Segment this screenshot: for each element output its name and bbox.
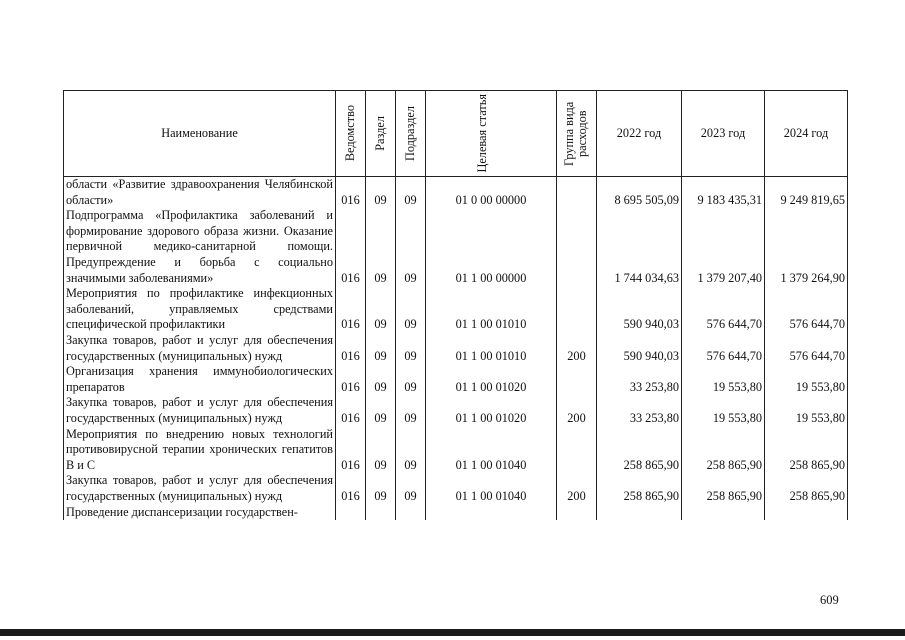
row-razdel: 09 <box>366 395 396 426</box>
row-ved: 016 <box>336 177 366 209</box>
row-podrazdel <box>396 504 426 520</box>
row-name: Организация хранения иммунобиологических препаратов <box>64 364 336 395</box>
row-podrazdel: 09 <box>396 427 426 474</box>
row-target: 01 1 00 01010 <box>426 333 557 364</box>
row-2023: 19 553,80 <box>682 364 765 395</box>
row-name: Закупка товаров, работ и услуг для обеспечения государственных (муниципальных) нужд <box>64 395 336 426</box>
row-group <box>557 177 597 209</box>
row-name: Подпрограмма «Профилактика заболеваний и формирование здорового образа жизни. Оказание первичной медико-санитарной помощи. Предупреждение и борьба с социально значимыми заболеваниями» <box>64 208 336 286</box>
row-group <box>557 208 597 286</box>
table-row <box>64 473 848 504</box>
budget-table-container <box>63 90 847 520</box>
row-2023: 576 644,70 <box>682 333 765 364</box>
row-podrazdel: 09 <box>396 364 426 395</box>
header-group: Группа вида расходов <box>557 91 597 177</box>
row-razdel: 09 <box>366 208 396 286</box>
row-2024 <box>765 504 848 520</box>
header-ved: Ведомство <box>336 91 366 177</box>
row-podrazdel: 09 <box>396 208 426 286</box>
row-ved <box>336 504 366 520</box>
row-2023: 19 553,80 <box>682 395 765 426</box>
row-2022: 1 744 034,63 <box>597 208 682 286</box>
row-target: 01 0 00 00000 <box>426 177 557 209</box>
row-razdel: 09 <box>366 427 396 474</box>
table-row <box>64 333 848 364</box>
row-group: 200 <box>557 395 597 426</box>
row-2022: 33 253,80 <box>597 364 682 395</box>
header-2023: 2023 год <box>682 91 765 177</box>
row-name: Мероприятия по профилактике инфекционных заболеваний, управляемых средствами специфической профилактики <box>64 286 336 333</box>
row-2022: 590 940,03 <box>597 333 682 364</box>
row-target: 01 1 00 01020 <box>426 364 557 395</box>
row-2023: 1 379 207,40 <box>682 208 765 286</box>
row-2022 <box>597 504 682 520</box>
row-name: Проведение диспансеризации государствен- <box>64 504 336 520</box>
row-razdel <box>366 504 396 520</box>
row-ved: 016 <box>336 427 366 474</box>
row-2024: 19 553,80 <box>765 364 848 395</box>
header-razdel: Раздел <box>366 91 396 177</box>
row-name: области «Развитие здравоохранения Челябинской области» <box>64 177 336 209</box>
row-razdel: 09 <box>366 473 396 504</box>
row-ved: 016 <box>336 333 366 364</box>
table-header-row <box>64 91 848 177</box>
row-2022: 8 695 505,09 <box>597 177 682 209</box>
row-2023: 258 865,90 <box>682 473 765 504</box>
row-target <box>426 504 557 520</box>
header-2024: 2024 год <box>765 91 848 177</box>
row-2024: 9 249 819,65 <box>765 177 848 209</box>
row-2024: 1 379 264,90 <box>765 208 848 286</box>
row-podrazdel: 09 <box>396 333 426 364</box>
row-name: Закупка товаров, работ и услуг для обеспечения государственных (муниципальных) нужд <box>64 333 336 364</box>
row-2024: 19 553,80 <box>765 395 848 426</box>
row-2022: 258 865,90 <box>597 427 682 474</box>
row-2022: 590 940,03 <box>597 286 682 333</box>
budget-table <box>63 90 848 520</box>
row-group: 200 <box>557 473 597 504</box>
row-2022: 258 865,90 <box>597 473 682 504</box>
row-podrazdel: 09 <box>396 177 426 209</box>
header-podrazdel: Подраздел <box>396 91 426 177</box>
table-row <box>64 395 848 426</box>
table-row <box>64 286 848 333</box>
row-podrazdel: 09 <box>396 286 426 333</box>
row-group <box>557 286 597 333</box>
row-target: 01 1 00 01010 <box>426 286 557 333</box>
row-razdel: 09 <box>366 286 396 333</box>
row-podrazdel: 09 <box>396 473 426 504</box>
row-group <box>557 504 597 520</box>
header-2022: 2022 год <box>597 91 682 177</box>
row-2023: 576 644,70 <box>682 286 765 333</box>
row-2024: 258 865,90 <box>765 427 848 474</box>
row-2023 <box>682 504 765 520</box>
row-ved: 016 <box>336 364 366 395</box>
row-name: Мероприятия по внедрению новых технологий противовирусной терапии хронических гепатитов В и С <box>64 427 336 474</box>
row-group: 200 <box>557 333 597 364</box>
row-2022: 33 253,80 <box>597 395 682 426</box>
table-row <box>64 427 848 474</box>
table-row <box>64 177 848 209</box>
row-target: 01 1 00 01020 <box>426 395 557 426</box>
row-2023: 258 865,90 <box>682 427 765 474</box>
header-name: Наименование <box>64 91 336 177</box>
row-razdel: 09 <box>366 333 396 364</box>
row-group <box>557 427 597 474</box>
row-ved: 016 <box>336 395 366 426</box>
table-row <box>64 364 848 395</box>
row-podrazdel: 09 <box>396 395 426 426</box>
page-number: 609 <box>820 593 839 607</box>
row-ved: 016 <box>336 286 366 333</box>
row-2024: 258 865,90 <box>765 473 848 504</box>
row-target: 01 1 00 01040 <box>426 427 557 474</box>
row-2024: 576 644,70 <box>765 333 848 364</box>
table-row <box>64 208 848 286</box>
row-name: Закупка товаров, работ и услуг для обеспечения государственных (муниципальных) нужд <box>64 473 336 504</box>
row-target: 01 1 00 00000 <box>426 208 557 286</box>
row-razdel: 09 <box>366 364 396 395</box>
row-group <box>557 364 597 395</box>
table-body <box>64 177 848 521</box>
header-target: Целевая статья <box>426 91 557 177</box>
row-razdel: 09 <box>366 177 396 209</box>
row-ved: 016 <box>336 208 366 286</box>
row-target: 01 1 00 01040 <box>426 473 557 504</box>
table-row <box>64 504 848 520</box>
row-2023: 9 183 435,31 <box>682 177 765 209</box>
row-2024: 576 644,70 <box>765 286 848 333</box>
row-ved: 016 <box>336 473 366 504</box>
scan-edge-bar <box>0 629 905 636</box>
